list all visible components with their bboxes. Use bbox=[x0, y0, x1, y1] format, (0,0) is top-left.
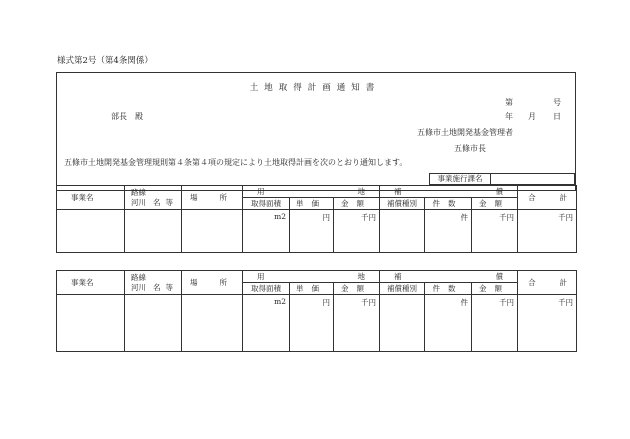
cell-comp-amount[interactable]: 千円 bbox=[472, 295, 518, 352]
header-count: 件数 bbox=[425, 283, 472, 295]
cell-area[interactable]: m2 bbox=[243, 210, 290, 253]
header-place: 場所 bbox=[182, 186, 243, 210]
header-area: 取得面積 bbox=[243, 283, 290, 295]
cell-business[interactable] bbox=[57, 210, 125, 253]
table-row bbox=[57, 210, 577, 253]
recipient: 部長 殿 bbox=[111, 112, 143, 121]
cell-place[interactable] bbox=[182, 210, 243, 253]
date-month: 月 bbox=[528, 112, 536, 121]
header-area: 取得面積 bbox=[243, 198, 290, 210]
cell-amount[interactable]: 千円 bbox=[334, 210, 380, 253]
header-compensation: 補 償 bbox=[380, 186, 518, 198]
cell-total[interactable]: 千円 bbox=[518, 210, 577, 253]
number-label: 第 bbox=[505, 98, 513, 107]
cell-unit-price[interactable]: 円 bbox=[290, 210, 334, 253]
table-row bbox=[57, 295, 577, 352]
header-land: 用 地 bbox=[243, 271, 380, 283]
header-land: 用 地 bbox=[243, 186, 380, 198]
cell-total[interactable]: 千円 bbox=[518, 295, 577, 352]
date-year: 年 bbox=[505, 112, 513, 121]
header-route: 路線 河川 名等 bbox=[125, 271, 182, 295]
sender-manager: 五條市土地開発基金管理者 bbox=[417, 128, 513, 137]
header-unit-price: 単価 bbox=[290, 283, 334, 295]
header-amount: 金額 bbox=[334, 283, 380, 295]
header-total: 合計 bbox=[518, 186, 577, 210]
sender-mayor: 五條市長 bbox=[454, 144, 486, 153]
body-text: 五條市土地開発基金管理規則第４条第４項の規定により土地取得計画を次のとおり通知します。 bbox=[64, 158, 408, 167]
cell-business[interactable] bbox=[57, 295, 125, 352]
dept-box bbox=[429, 173, 575, 185]
header-comp-type: 補償種別 bbox=[380, 198, 425, 210]
header-comp-amount: 金額 bbox=[472, 283, 518, 295]
cell-place[interactable] bbox=[182, 295, 243, 352]
cell-count[interactable]: 件 bbox=[425, 295, 472, 352]
land-plan-table-1 bbox=[56, 185, 592, 253]
number-suffix: 号 bbox=[553, 98, 561, 107]
header-unit-price: 単価 bbox=[290, 198, 334, 210]
header-count: 件数 bbox=[425, 198, 472, 210]
form-label: 様式第2号（第4条関係） bbox=[57, 56, 153, 66]
date-day: 日 bbox=[553, 112, 561, 121]
header-comp-type: 補償種別 bbox=[380, 283, 425, 295]
header-comp-amount: 金額 bbox=[472, 198, 518, 210]
header-place: 場所 bbox=[182, 271, 243, 295]
cell-area[interactable]: m2 bbox=[243, 295, 290, 352]
header-compensation: 補 償 bbox=[380, 271, 518, 283]
cell-unit-price[interactable]: 円 bbox=[290, 295, 334, 352]
header-business: 事業名 bbox=[57, 186, 125, 210]
cell-amount[interactable]: 千円 bbox=[334, 295, 380, 352]
land-plan-table-2 bbox=[56, 270, 592, 352]
cell-comp-amount[interactable]: 千円 bbox=[472, 210, 518, 253]
cell-route[interactable] bbox=[125, 295, 182, 352]
header-amount: 金額 bbox=[334, 198, 380, 210]
header-total: 合計 bbox=[518, 271, 577, 295]
dept-label: 事業施行課名 bbox=[430, 174, 491, 184]
cell-comp-type[interactable] bbox=[380, 295, 425, 352]
document-title: 土地取得計画通知書 bbox=[249, 83, 381, 93]
cell-count[interactable]: 件 bbox=[425, 210, 472, 253]
header-route: 路線 河川 名等 bbox=[125, 186, 182, 210]
header-business: 事業名 bbox=[57, 271, 125, 295]
cell-comp-type[interactable] bbox=[380, 210, 425, 253]
cell-route[interactable] bbox=[125, 210, 182, 253]
